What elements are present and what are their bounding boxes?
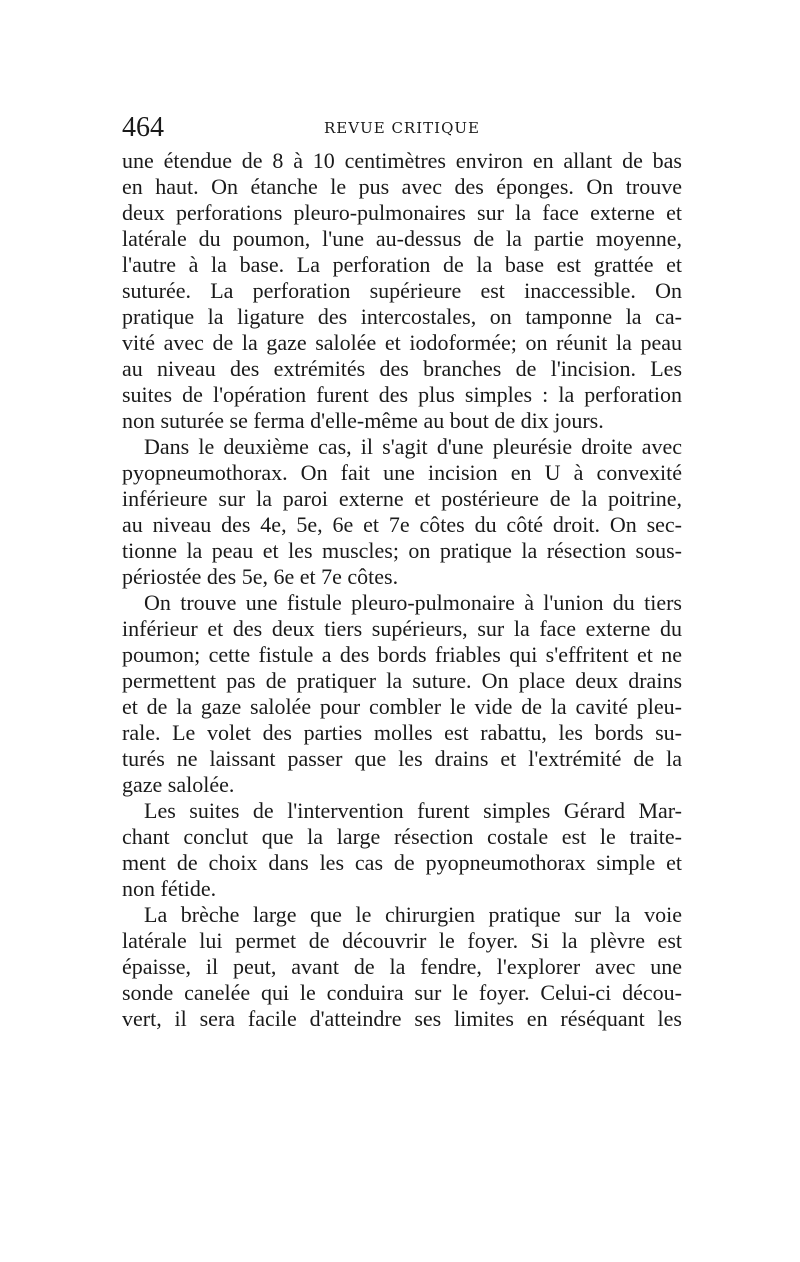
text-line: l'autre à la base. La perforation de la base est grattée et xyxy=(122,252,682,277)
text-line: Les suites de l'intervention furent simples Gérard Mar- xyxy=(144,798,682,823)
text-line: en haut. On étanche le pus avec des éponges. On trouve xyxy=(122,174,682,199)
text-line: poumon; cette fistule a des bords friables qui s'effritent et ne xyxy=(122,642,682,667)
text-line: inférieure sur la paroi externe et postérieure de la poitrine, xyxy=(122,486,682,511)
body-text xyxy=(122,148,682,1032)
text-line: pyopneumothorax. On fait une incision en U à convexité xyxy=(122,460,682,485)
journal-title: REVUE CRITIQUE xyxy=(324,119,480,137)
text-line: épaisse, il peut, avant de la fendre, l'explorer avec une xyxy=(122,954,682,979)
running-head xyxy=(122,112,682,144)
text-line: Dans le deuxième cas, il s'agit d'une pleurésie droite avec xyxy=(144,434,682,459)
text-line: suites de l'opération furent des plus simples : la perforation xyxy=(122,382,682,407)
text-line: rale. Le volet des parties molles est rabattu, les bords su- xyxy=(122,720,682,745)
text-line: vité avec de la gaze salolée et iodoformée; on réunit la peau xyxy=(122,330,682,355)
text-line: gaze salolée. xyxy=(122,772,235,797)
text-line: deux perforations pleuro-pulmonaires sur la face externe et xyxy=(122,200,682,225)
text-line: non suturée se ferma d'elle-même au bout de dix jours. xyxy=(122,408,604,433)
text-line: permettent pas de pratiquer la suture. On place deux drains xyxy=(122,668,682,693)
text-line: latérale du poumon, l'une au-dessus de la partie moyenne, xyxy=(122,226,682,251)
text-line: au niveau des 4e, 5e, 6e et 7e côtes du côté droit. On sec- xyxy=(122,512,682,537)
text-line: latérale lui permet de découvrir le foyer. Si la plèvre est xyxy=(122,928,682,953)
text-line: La brèche large que le chirurgien pratique sur la voie xyxy=(144,902,682,927)
page-number: 464 xyxy=(122,112,164,143)
text-line: pratique la ligature des intercostales, on tamponne la ca- xyxy=(122,304,682,329)
text-line: suturée. La perforation supérieure est inaccessible. On xyxy=(122,278,682,303)
text-line: On trouve une fistule pleuro-pulmonaire à l'union du tiers xyxy=(144,590,682,615)
text-line: une étendue de 8 à 10 centimètres environ en allant de bas xyxy=(122,148,682,173)
text-line: sonde canelée qui le conduira sur le foyer. Celui-ci décou- xyxy=(122,980,682,1005)
text-line: vert, il sera facile d'atteindre ses limites en réséquant les xyxy=(122,1006,682,1031)
text-line: turés ne laissant passer que les drains et l'extrémité de la xyxy=(122,746,682,771)
text-line: non fétide. xyxy=(122,876,217,901)
text-line: au niveau des extrémités des branches de l'incision. Les xyxy=(122,356,682,381)
text-line: ment de choix dans les cas de pyopneumothorax simple et xyxy=(122,850,682,875)
text-line: chant conclut que la large résection costale est le traite- xyxy=(122,824,682,849)
text-line: périostée des 5e, 6e et 7e côtes. xyxy=(122,564,399,589)
text-line: et de la gaze salolée pour combler le vide de la cavité pleu- xyxy=(122,694,682,719)
text-line: tionne la peau et les muscles; on pratique la résection sous- xyxy=(122,538,682,563)
text-line: inférieur et des deux tiers supérieurs, sur la face externe du xyxy=(122,616,682,641)
